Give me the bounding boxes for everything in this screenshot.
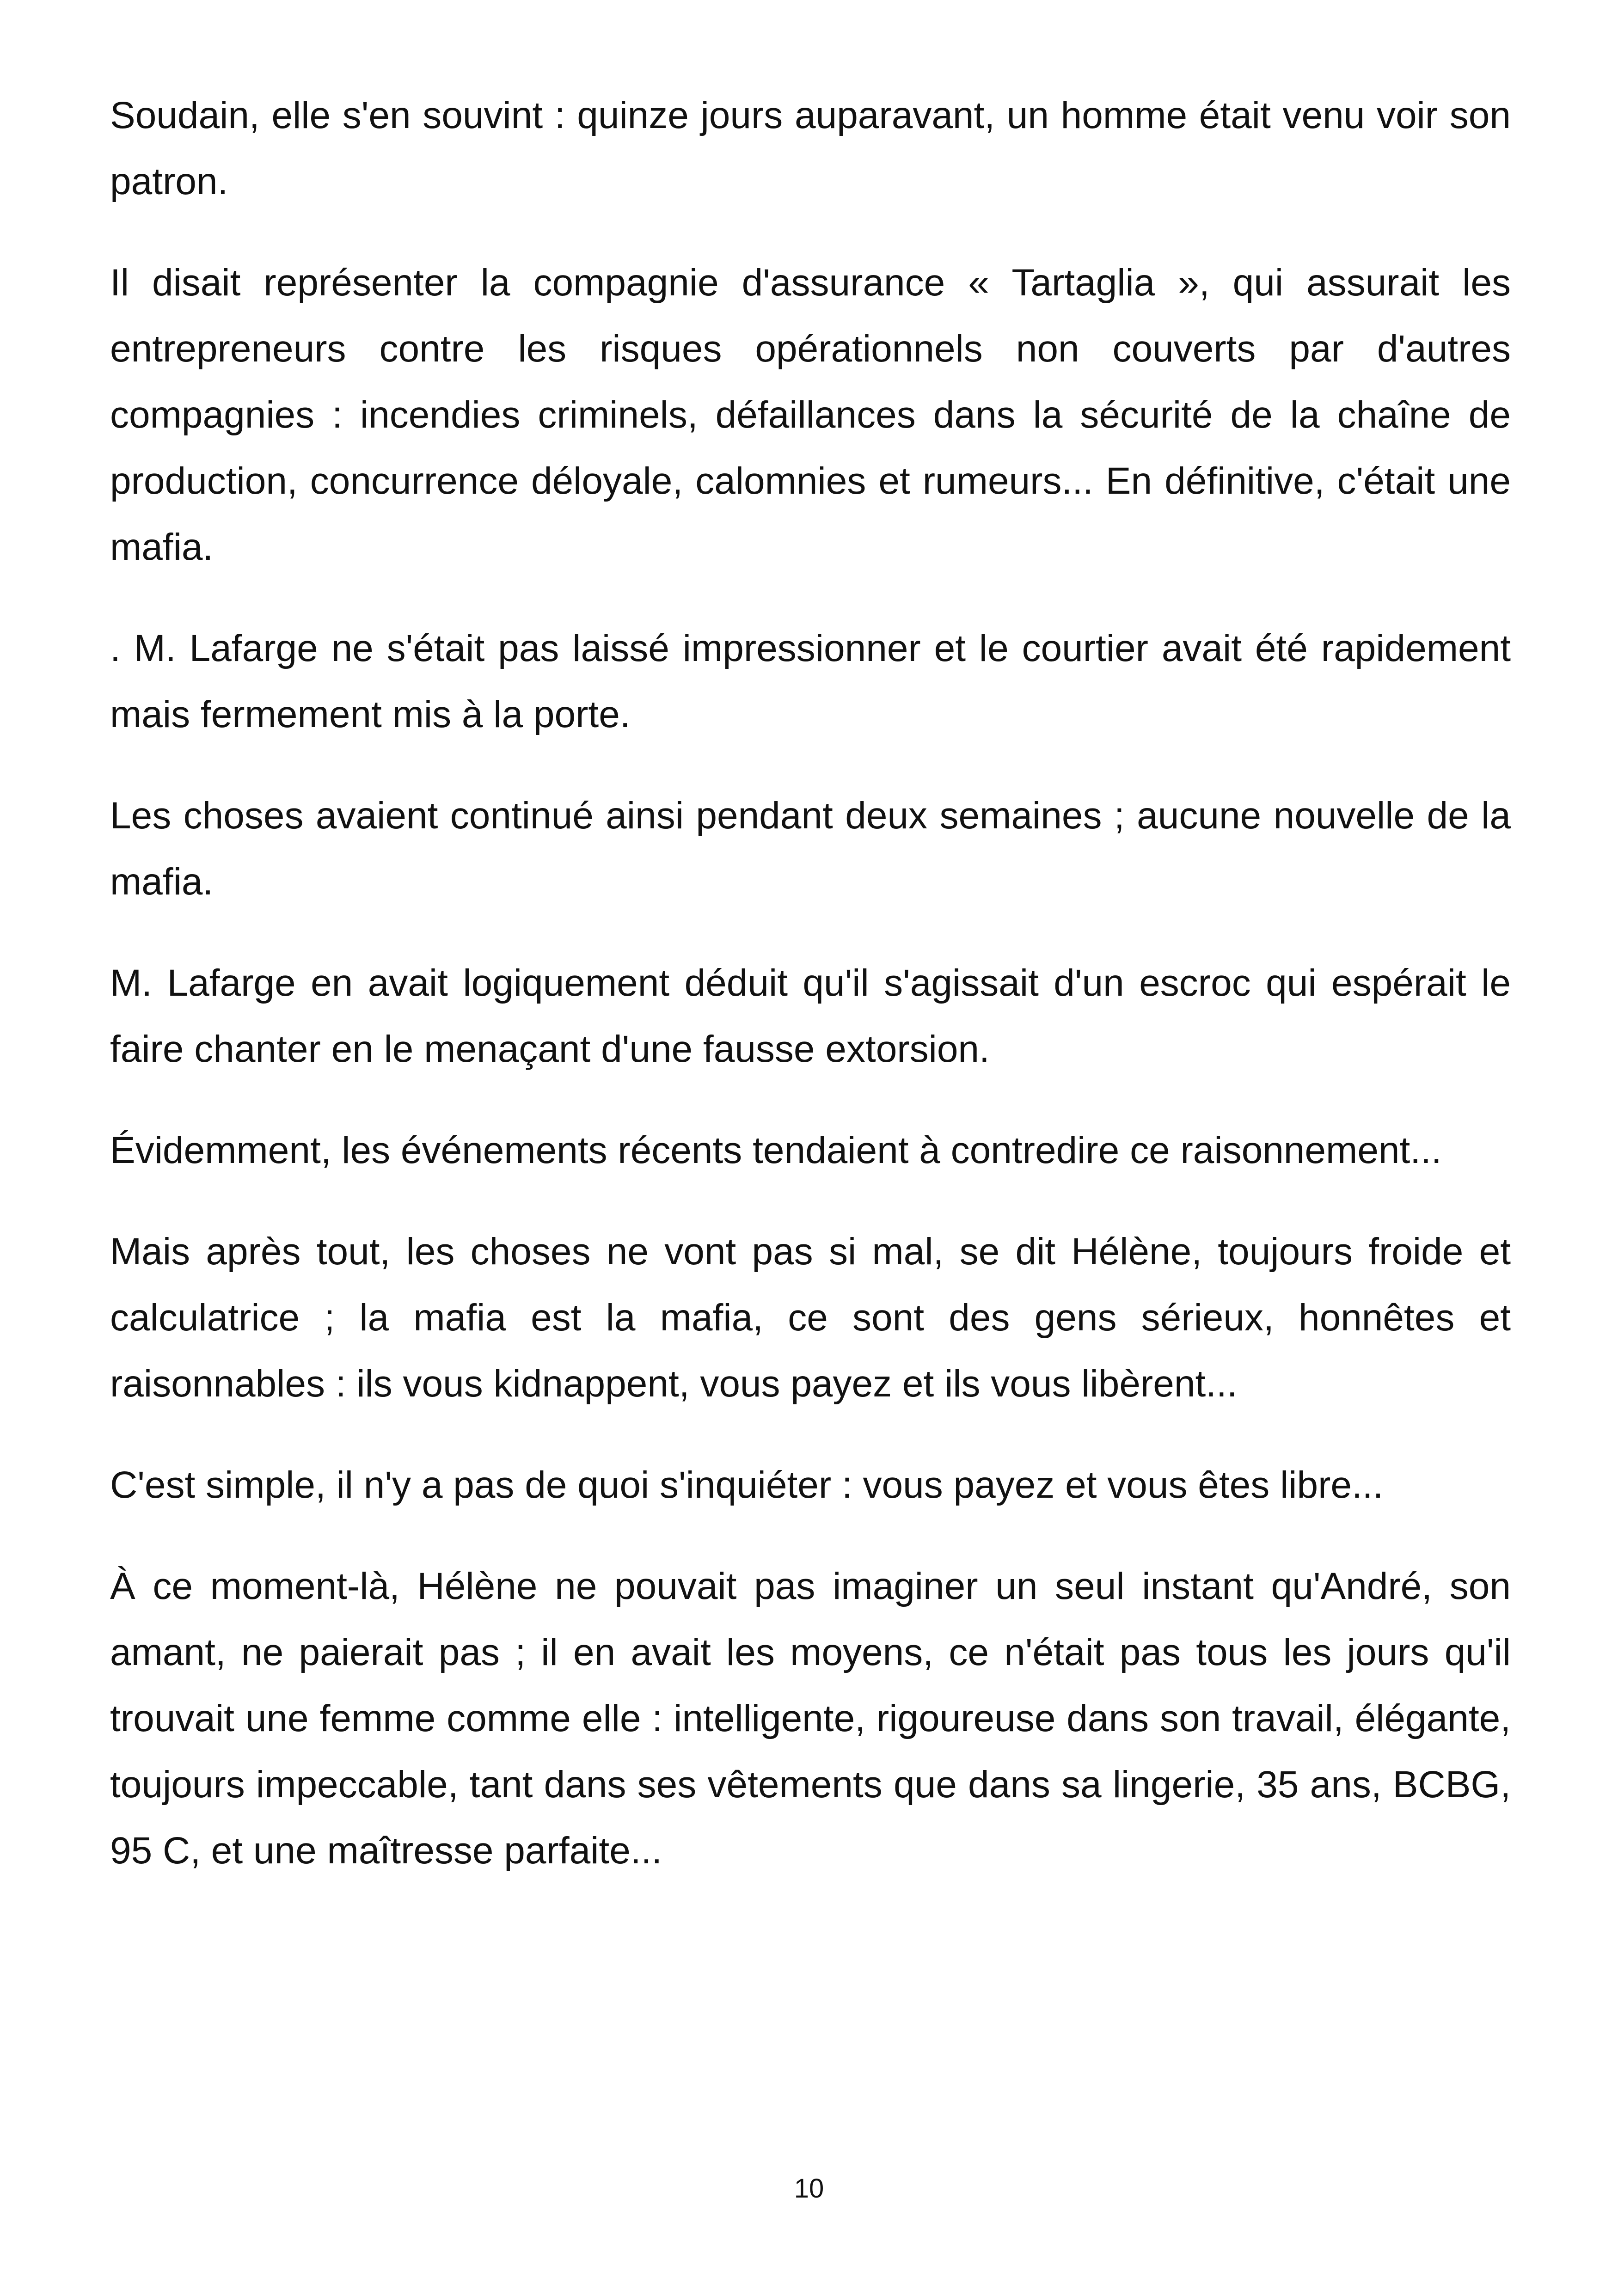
page-number: 10 (794, 2174, 824, 2204)
paragraph-9: À ce moment-là, Hélène ne pouvait pas imaginer un seul instant qu'André, son amant, ne paierait pas ; il en avait les moyens, ce n'était pas tous les jours qu'il trouvait une femme comme elle : intelligente, rigoureuse dans son travail, élégante, toujours impeccable, tant dans ses vêtements que dans sa lingerie, 35 ans, BCBG, 95 C, et une maîtresse parfaite... (110, 1565, 1511, 1872)
paragraph-1: Soudain, elle s'en souvint : quinze jours auparavant, un homme était venu voir son patron. (110, 94, 1511, 202)
paragraph-8: C'est simple, il n'y a pas de quoi s'inquiéter : vous payez et vous êtes libre... (110, 1464, 1384, 1506)
paragraph-4: Les choses avaient continué ainsi pendant deux semaines ; aucune nouvelle de la mafia. (110, 795, 1511, 903)
body-text (110, 82, 1511, 1919)
paragraph-2: Il disait représenter la compagnie d'assurance « Tartaglia », qui assurait les entrepreneurs contre les risques opérationnels non couverts par d'autres compagnies : incendies criminels, défaillances dans la sécurité de la chaîne de production, concurrence déloyale, calomnies et rumeurs... En définitive, c'était une mafia. (110, 262, 1511, 568)
paragraph-6: Évidemment, les événements récents tendaient à contredire ce raisonnement... (110, 1129, 1442, 1171)
paragraph-3: . M. Lafarge ne s'était pas laissé impressionner et le courtier avait été rapidement mais fermement mis à la porte. (110, 627, 1511, 735)
paragraph-5: M. Lafarge en avait logiquement déduit qu'il s'agissait d'un escroc qui espérait le faire chanter en le menaçant d'une fausse extorsion. (110, 962, 1511, 1070)
paragraph-7: Mais après tout, les choses ne vont pas si mal, se dit Hélène, toujours froide et calculatrice ; la mafia est la mafia, ce sont des gens sérieux, honnêtes et raisonnables : ils vous kidnappent, vous payez et ils vous libèrent... (110, 1231, 1511, 1405)
